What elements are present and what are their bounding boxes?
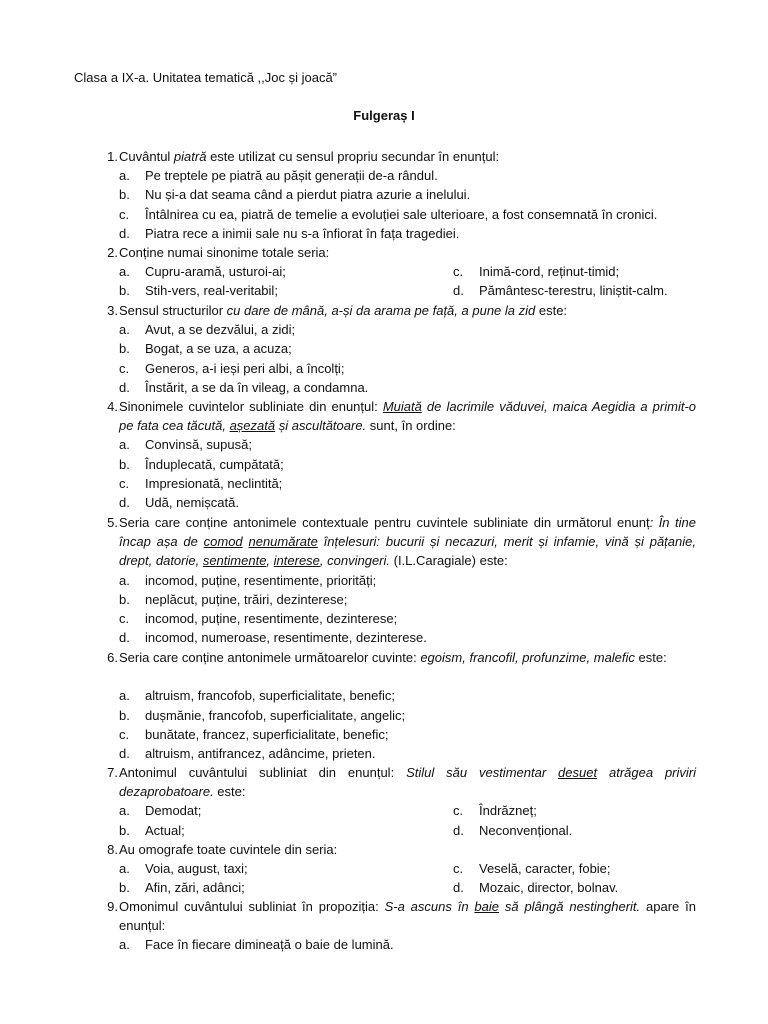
option: b. Înduplecată, cumpătată; [119, 456, 284, 472]
question-text: Sensul structurilor cu dare de mână, a-și da arama pe față, a pune la zid este: [119, 303, 568, 318]
question-text: Sinonimele cuvintelor subliniate din enunțul: Muiată de lacrimile văduvei, maica Aegidia a primit-o pe fata cea tăcută, așezată și ascultătoare. sunt, în ordine: [119, 399, 697, 434]
option: d. Pământesc-terestru, liniștit-calm. [453, 283, 668, 299]
option: c. Întâlnirea cu ea, piatră de temelie a evoluției sale ulterioare, a fost consemnată în cronici. [119, 206, 658, 222]
option: a. Convinsă, supusă; [119, 437, 252, 453]
option-list [119, 435, 696, 512]
option: a. altruism, francofob, superficialitate, benefic; [119, 688, 396, 704]
question-number: 6. [107, 650, 118, 665]
option: d. Udă, nemișcată. [119, 494, 239, 510]
option: b. Afin, zări, adânci; [119, 880, 245, 896]
question-text: Au omografe toate cuvintele din seria: [119, 842, 338, 857]
question-4 [96, 397, 696, 513]
page-title: Fulgeraș I [353, 108, 415, 123]
question-number: 7. [107, 765, 118, 780]
option: b. dușmănie, francofob, superficialitate, angelic; [119, 707, 406, 723]
option: a. Voia, august, taxi; [119, 861, 248, 877]
option: d. Mozaic, director, bolnav. [453, 880, 619, 896]
option: a. Cupru-aramă, usturoi-ai; [119, 264, 286, 280]
question-text: Omonimul cuvântului subliniat în propoziția: S-a ascuns în baie să plângă nestingherit. apare în enunțul: [119, 899, 696, 934]
question-text: Seria care conține antonimele contextuale pentru cuvintele subliniate din următorul enunț: În tine încap așa de comod nenumărate înțelesuri: bucurii și necazuri, merit și infamie, vină și pățanie, drept, datorie, sentimente, interese, convingeri. (I.L.Caragiale) este: [119, 515, 696, 569]
option: c. Îndrăzneț; [453, 803, 537, 819]
question-number: 9. [107, 899, 118, 914]
option: c. Impresionată, neclintită; [119, 475, 283, 491]
option: c. incomod, puține, resentimente, dezinterese; [119, 610, 398, 626]
question-number: 8. [107, 842, 118, 857]
option: d. altruism, antifrancez, adâncime, prieten. [119, 745, 376, 761]
option: b. Bogat, a se uza, a acuza; [119, 341, 292, 357]
option: a. incomod, puține, resentimente, priorități; [119, 572, 377, 588]
option: a. Avut, a se dezvălui, a zidi; [119, 322, 296, 338]
option: d. Neconvențional. [453, 822, 573, 838]
option-list [119, 686, 696, 763]
option: c. Veselă, caracter, fobie; [453, 861, 611, 877]
option-list [119, 571, 696, 648]
question-number: 3. [107, 303, 118, 318]
option: a. Demodat; [119, 803, 202, 819]
option-list [119, 935, 696, 954]
option: c. Generos, a-i ieși peri albi, a încolți; [119, 360, 345, 376]
option: c. bunătate, francez, superficialitate, benefic; [119, 726, 389, 742]
question-text: Conține numai sinonime totale seria: [119, 245, 330, 260]
question-2 [96, 243, 696, 301]
question-number: 1. [107, 149, 118, 164]
question-number: 4. [107, 399, 118, 414]
option: a. Face în fiecare dimineață o baie de lumină. [119, 937, 394, 953]
question-5 [96, 513, 696, 648]
question-1 [96, 147, 696, 243]
question-8 [96, 840, 696, 898]
question-6 [96, 648, 696, 764]
question-9 [96, 897, 696, 957]
option: d. incomod, numeroase, resentimente, dezinterese. [119, 630, 427, 646]
option: a. Pe treptele pe piatră au pășit generații de-a rândul. [119, 168, 438, 184]
question-text: Cuvântul piatră este utilizat cu sensul propriu secundar în enunțul: [119, 149, 500, 164]
class-header: Clasa a IX-a. Unitatea tematică ,,Joc și joacă” [74, 70, 338, 85]
question-3 [96, 301, 696, 397]
option: d. Piatra rece a inimii sale nu s-a înfiorat în fața tragediei. [119, 225, 460, 241]
option-list [119, 320, 696, 397]
question-number: 2. [107, 245, 118, 260]
option: b. Stih-vers, real-veritabil; [119, 283, 278, 299]
option: d. Înstărit, a se da în vileag, a condamna. [119, 379, 369, 395]
option: b. neplăcut, puține, trăiri, dezinterese; [119, 591, 348, 607]
option: c. Inimă-cord, reținut-timid; [453, 264, 620, 280]
question-number: 5. [107, 515, 118, 530]
question-text: Antonimul cuvântului subliniat din enunțul: Stilul său vestimentar desuet atrăgea priviri dezaprobatoare. este: [119, 765, 696, 800]
question-7 [96, 763, 696, 841]
option-list [119, 166, 696, 243]
option: b. Nu și-a dat seama când a pierdut piatra azurie a inelului. [119, 187, 471, 203]
option: b. Actual; [119, 822, 185, 838]
question-text: Seria care conține antonimele următoarelor cuvinte: egoism, francofil, profunzime, malefic este: [119, 650, 667, 665]
